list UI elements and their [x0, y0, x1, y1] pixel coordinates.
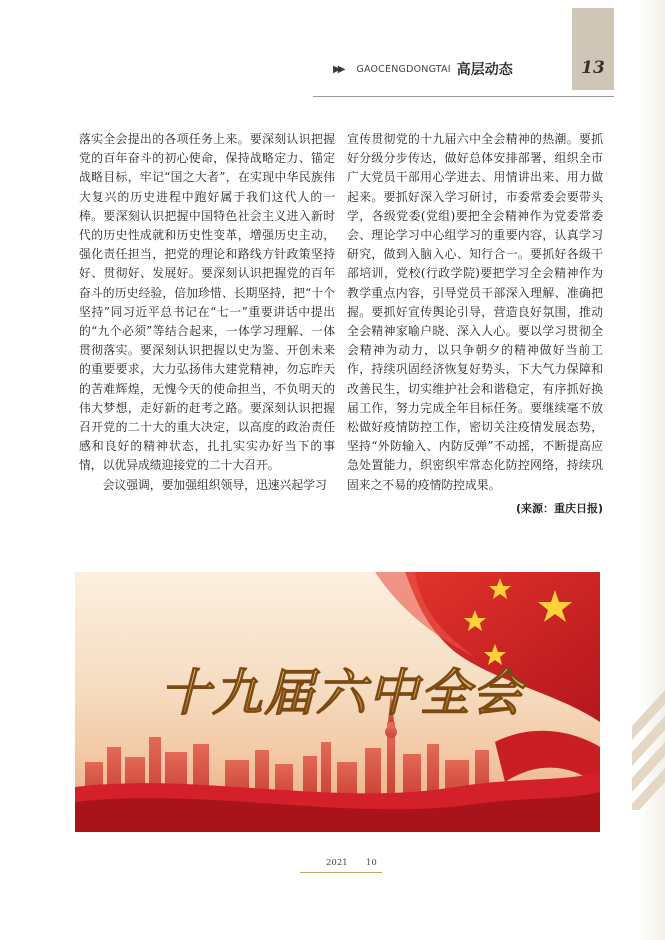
banner-image: [75, 572, 600, 832]
paragraph: 宣传贯彻党的十九届六中全会精神的热潮。要抓好分级分步传达，做好总体安排部署，组织全市广大党员干部用心学进去、用情讲出来、用力做起来。要抓好深入学习研讨，市委常委会要带头学，各级党委(党组)要把全会精神作为党委常委会、理论学习中心组学习的重要内容，认真学习研究，做到入脑入心、知行合一。要抓好各级干部培训，党校(行政学院)要把学习全会精神作为教学重点内容，引导党员干部深入理解、准确把握。要抓好宣传舆论引导，营造良好氛围，推动全会精神家喻户晓、深入人心。要以学习贯彻全会精神为动力，以只争朝夕的精神做好当前工作，持续巩固经济恢复好势头，下大气力保障和改善民生，切实维护社会和谐稳定，有序抓好换届工作，努力完成全年目标任务。要继续毫不放松做好疫情防控工作，密切关注疫情发展态势，坚持“外防输入、内防反弹”不动摇，不断提高应急处置能力，织密织牢常态化防控网络，持续巩固来之不易的疫情防控成果。: [347, 132, 603, 492]
running-header: [333, 58, 513, 80]
article-column-right: [347, 130, 603, 518]
section-pinyin: GAOCENGDONGTAI: [356, 63, 451, 75]
decorative-stripes: [632, 690, 665, 810]
article-column-left: [79, 130, 335, 495]
banner-calligraphy: 十九届六中全会: [160, 663, 524, 722]
page-number: 13: [581, 58, 605, 78]
footer-year: 2021: [326, 858, 348, 868]
paragraph: 会议强调，要加强组织领导，迅速兴起学习: [102, 477, 327, 492]
section-title: 高层动态: [456, 62, 513, 78]
footer-month: 10: [366, 858, 377, 868]
double-arrow-icon: ▶▶: [333, 63, 343, 75]
article-source: (来源：重庆日报): [515, 501, 603, 515]
banner-illustration: [75, 572, 600, 832]
header-rule: [313, 96, 614, 97]
paragraph: 落实全会提出的各项任务上来。要深刻认识把握党的百年奋斗的初心使命，保持战略定力、锚定战略目标，牢记“国之大者”，在实现中华民族伟大复兴的历史进程中跑好属于我们这代人的一棒。要深刻认识把握中国特色社会主义进入新时代的历史性成就和历史性变革，增强历史主动，强化责任担当，把党的理论和路线方针政策坚持好、贯彻好、发展好。要深刻认识把握党的百年奋斗的历史经验，倍加珍惜、长期坚持，把“十个坚持”同习近平总书记在“七一”重要讲话中提出的“九个必须”等结合起来，一体学习理解、一体贯彻落实。要深刻认识把握以史为鉴、开创未来的重要要求，大力弘扬伟大建党精神，勿忘昨天的苦难辉煌，无愧今天的使命担当，不负明天的伟大梦想，走好新的赶考之路。要深刻认识把握召开党的二十大的重大决定，以高度的政治责任感和良好的精神状态，扎扎实实办好当下的事情，以优异成绩迎接党的二十大召开。: [79, 132, 335, 473]
footer-rule: [300, 872, 382, 873]
